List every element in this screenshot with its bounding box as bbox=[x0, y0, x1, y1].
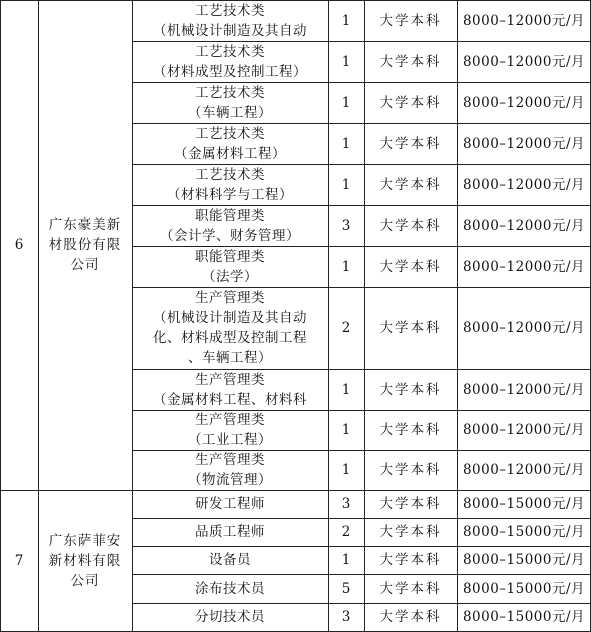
position-cell: 工艺技术类 （材料科学与工程） bbox=[167, 166, 293, 203]
position-cell: 生产管理类 （工业工程） bbox=[188, 412, 272, 448]
education-cell: 大学本科 bbox=[379, 609, 442, 625]
salary-cell: 8000–12000元/月 bbox=[462, 53, 586, 70]
headcount-cell: 3 bbox=[341, 609, 351, 625]
company-name: 广东萨菲安新材料有限公司 bbox=[48, 532, 122, 589]
row-divider bbox=[132, 369, 591, 370]
position-cell: 设备员 bbox=[209, 552, 251, 568]
headcount-cell: 1 bbox=[341, 258, 351, 275]
salary-cell: 8000–12000元/月 bbox=[462, 320, 586, 336]
headcount-cell: 3 bbox=[341, 217, 351, 234]
row-divider bbox=[132, 205, 591, 206]
education-cell: 大学本科 bbox=[379, 320, 442, 336]
headcount-cell: 1 bbox=[341, 422, 351, 438]
headcount-cell: 1 bbox=[341, 94, 351, 111]
row-divider bbox=[132, 246, 591, 247]
position-cell: 生产管理类 （机械设计制造及其自动 化、材料成型及控制工程 、车辆工程） bbox=[153, 290, 307, 366]
position-cell: 生产管理类 （金属材料工程、材料科 bbox=[153, 371, 307, 408]
headcount-cell: 1 bbox=[341, 552, 351, 568]
row-divider bbox=[132, 450, 591, 451]
position-cell: 研发工程师 bbox=[195, 496, 265, 512]
row-divider bbox=[132, 287, 591, 288]
salary-cell: 8000–15000元/月 bbox=[462, 552, 586, 568]
position-cell: 工艺技术类 （材料成型及控制工程） bbox=[153, 43, 307, 80]
column-divider bbox=[328, 0, 329, 632]
salary-cell: 8000–12000元/月 bbox=[462, 381, 586, 398]
headcount-cell: 3 bbox=[341, 496, 351, 512]
salary-cell: 8000–15000元/月 bbox=[462, 609, 586, 625]
salary-cell: 8000–12000元/月 bbox=[462, 217, 586, 234]
headcount-cell: 1 bbox=[341, 12, 351, 29]
salary-cell: 8000–12000元/月 bbox=[462, 135, 586, 152]
position-cell: 职能管理类 （会计学、财务管理） bbox=[160, 207, 300, 244]
group-divider bbox=[0, 490, 591, 491]
headcount-cell: 1 bbox=[341, 381, 351, 398]
headcount-cell: 2 bbox=[341, 320, 351, 336]
row-divider bbox=[132, 546, 591, 547]
position-cell: 涂布技术员 bbox=[195, 580, 265, 597]
education-cell: 大学本科 bbox=[379, 552, 442, 568]
row-divider bbox=[132, 164, 591, 165]
position-cell: 生产管理类 （物流管理） bbox=[188, 452, 272, 488]
row-divider bbox=[132, 603, 591, 604]
education-cell: 大学本科 bbox=[379, 94, 442, 111]
education-cell: 大学本科 bbox=[379, 135, 442, 152]
row-divider bbox=[132, 41, 591, 42]
column-divider bbox=[38, 0, 39, 632]
education-cell: 大学本科 bbox=[379, 12, 442, 29]
position-cell: 分切技术员 bbox=[195, 609, 265, 625]
headcount-cell: 1 bbox=[341, 53, 351, 70]
education-cell: 大学本科 bbox=[379, 176, 442, 193]
education-cell: 大学本科 bbox=[379, 217, 442, 234]
company-index: 6 bbox=[14, 237, 24, 253]
headcount-cell: 1 bbox=[341, 176, 351, 193]
position-cell: 工艺技术类 （金属材料工程） bbox=[174, 125, 286, 162]
education-cell: 大学本科 bbox=[379, 496, 442, 512]
column-divider bbox=[364, 0, 365, 632]
headcount-cell: 1 bbox=[341, 462, 351, 478]
salary-cell: 8000–12000元/月 bbox=[462, 258, 586, 275]
column-divider bbox=[0, 0, 1, 632]
row-divider bbox=[132, 123, 591, 124]
education-cell: 大学本科 bbox=[379, 381, 442, 398]
salary-cell: 8000–12000元/月 bbox=[462, 94, 586, 111]
education-cell: 大学本科 bbox=[379, 580, 442, 597]
education-cell: 大学本科 bbox=[379, 462, 442, 478]
salary-cell: 8000–12000元/月 bbox=[462, 12, 586, 29]
headcount-cell: 5 bbox=[341, 580, 351, 597]
salary-cell: 8000–15000元/月 bbox=[462, 580, 586, 597]
headcount-cell: 2 bbox=[341, 524, 351, 540]
salary-cell: 8000–12000元/月 bbox=[462, 176, 586, 193]
table-border-top bbox=[0, 0, 591, 1]
column-divider bbox=[457, 0, 458, 632]
position-cell: 职能管理类 （法学） bbox=[195, 248, 265, 285]
row-divider bbox=[132, 82, 591, 83]
education-cell: 大学本科 bbox=[379, 258, 442, 275]
salary-cell: 8000–15000元/月 bbox=[462, 496, 586, 512]
salary-cell: 8000–12000元/月 bbox=[462, 422, 586, 438]
company-name: 广东豪美新材股份有限公司 bbox=[48, 217, 122, 273]
column-divider bbox=[132, 0, 133, 632]
position-cell: 品质工程师 bbox=[195, 524, 265, 540]
salary-cell: 8000–12000元/月 bbox=[462, 462, 586, 478]
company-index: 7 bbox=[14, 552, 24, 569]
position-cell: 工艺技术类 （车辆工程） bbox=[188, 84, 272, 121]
row-divider bbox=[132, 518, 591, 519]
headcount-cell: 1 bbox=[341, 135, 351, 152]
row-divider bbox=[132, 574, 591, 575]
salary-cell: 8000–15000元/月 bbox=[462, 524, 586, 540]
education-cell: 大学本科 bbox=[379, 53, 442, 70]
education-cell: 大学本科 bbox=[379, 422, 442, 438]
position-cell: 工艺技术类 （机械设计制造及其自动 bbox=[153, 2, 307, 39]
row-divider bbox=[132, 410, 591, 411]
education-cell: 大学本科 bbox=[379, 524, 442, 540]
